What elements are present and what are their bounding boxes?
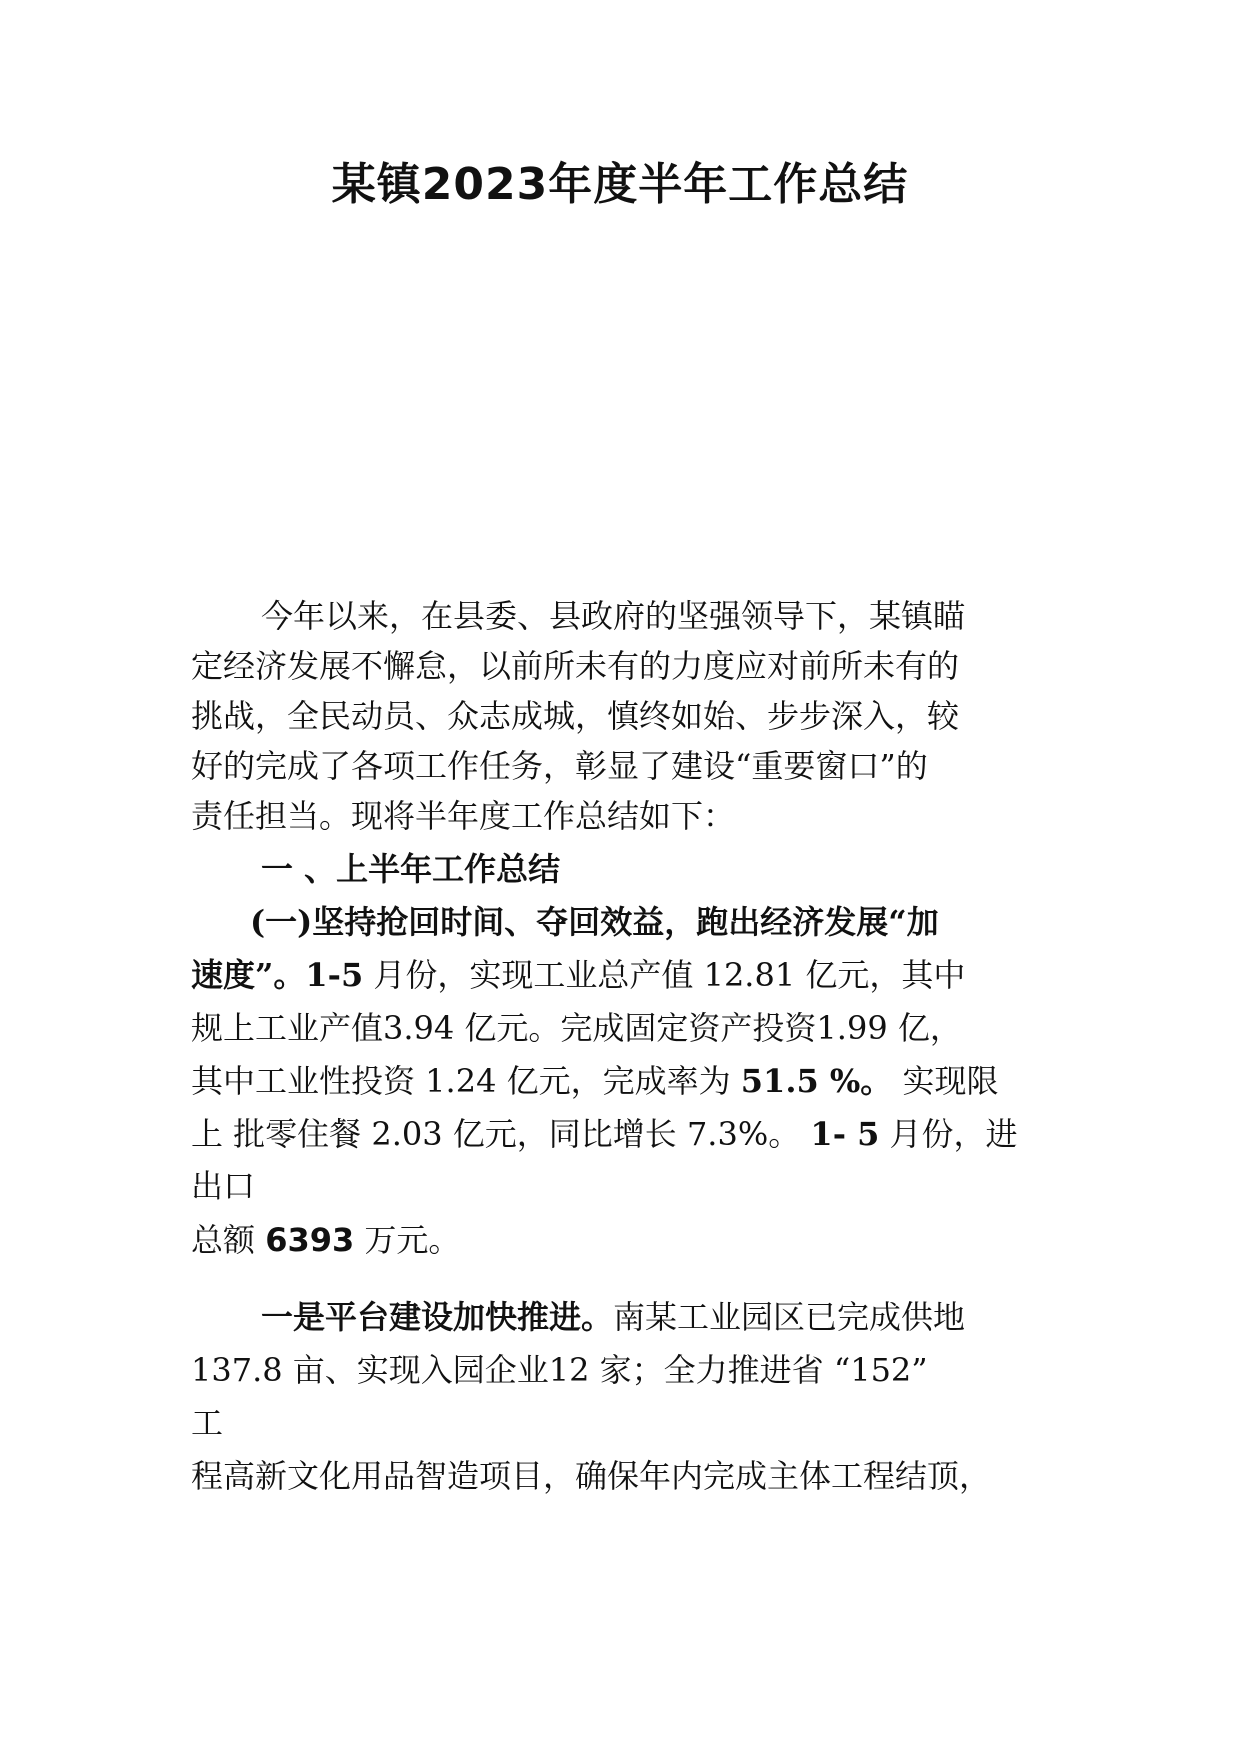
intro-line-1: 今年以来，在县委、县政府的坚强领导下，某镇瞄 xyxy=(261,597,966,635)
subsection-1-lead-end: 速度”。1-5 xyxy=(191,956,364,994)
subsection-1-line-2 xyxy=(191,955,965,995)
subsection-1-line-4-a: 其中工业性投资 1.24 亿元，完成率为 xyxy=(191,1062,741,1100)
month-range: 1- 5 xyxy=(810,1115,880,1153)
subsection-1-line-2-text: 月份，实现工业总产值 12.81 亿元，其中 xyxy=(373,956,966,994)
subsection-1-line-5-a: 上 批零住餐 2.03 亿元，同比增长 7.3%。 xyxy=(191,1115,811,1153)
subsection-1-line-5 xyxy=(191,1114,1018,1154)
para-2-line-1-text: 南某工业园区已完成供地 xyxy=(613,1298,966,1336)
para-2-line-1 xyxy=(261,1297,965,1337)
intro-line-5: 责任担当。现将半年度工作总结如下： xyxy=(191,797,736,835)
subsection-1-line-4 xyxy=(191,1061,998,1101)
para-2-lead: 一是平台建设加快推进。 xyxy=(261,1298,614,1336)
subsection-1-line-1: (一)坚持抢回时间、夺回效益，跑出经济发展“加 xyxy=(250,903,939,941)
para-2-line-3: 工 xyxy=(191,1404,224,1442)
intro-line-2: 定经济发展不懈怠，以前所未有的力度应对前所未有的 xyxy=(191,647,960,685)
subsection-1-line-7 xyxy=(191,1220,460,1260)
subsection-1-line-5-b: 月份，进 xyxy=(879,1115,1018,1153)
intro-line-4: 好的完成了各项工作任务，彰显了建设“重要窗口”的 xyxy=(191,747,928,785)
subsection-1-line-7-b: 万元。 xyxy=(354,1221,461,1259)
subsection-1-line-3: 规上工业产值3.94 亿元。完成固定资产投资1.99 亿， xyxy=(191,1009,962,1047)
trade-total: 6393 xyxy=(265,1221,355,1259)
completion-rate: 51.5 %。 xyxy=(740,1062,893,1100)
para-2-line-4: 程高新文化用品智造项目，确保年内完成主体工程结顶， xyxy=(191,1457,992,1495)
para-2-line-2: 137.8 亩、实现入园企业12 家；全力推进省 “152” xyxy=(191,1351,928,1389)
document-title: 某镇2023年度半年工作总结 xyxy=(331,159,909,210)
subsection-1-line-7-a: 总额 xyxy=(191,1221,266,1259)
intro-line-3: 挑战，全民动员、众志成城，慎终如始、步步深入，较 xyxy=(191,697,960,735)
section-1-heading: 一 、上半年工作总结 xyxy=(261,850,561,888)
subsection-1-line-4-b: 实现限 xyxy=(892,1062,999,1100)
subsection-1-line-6: 出口 xyxy=(191,1167,256,1205)
